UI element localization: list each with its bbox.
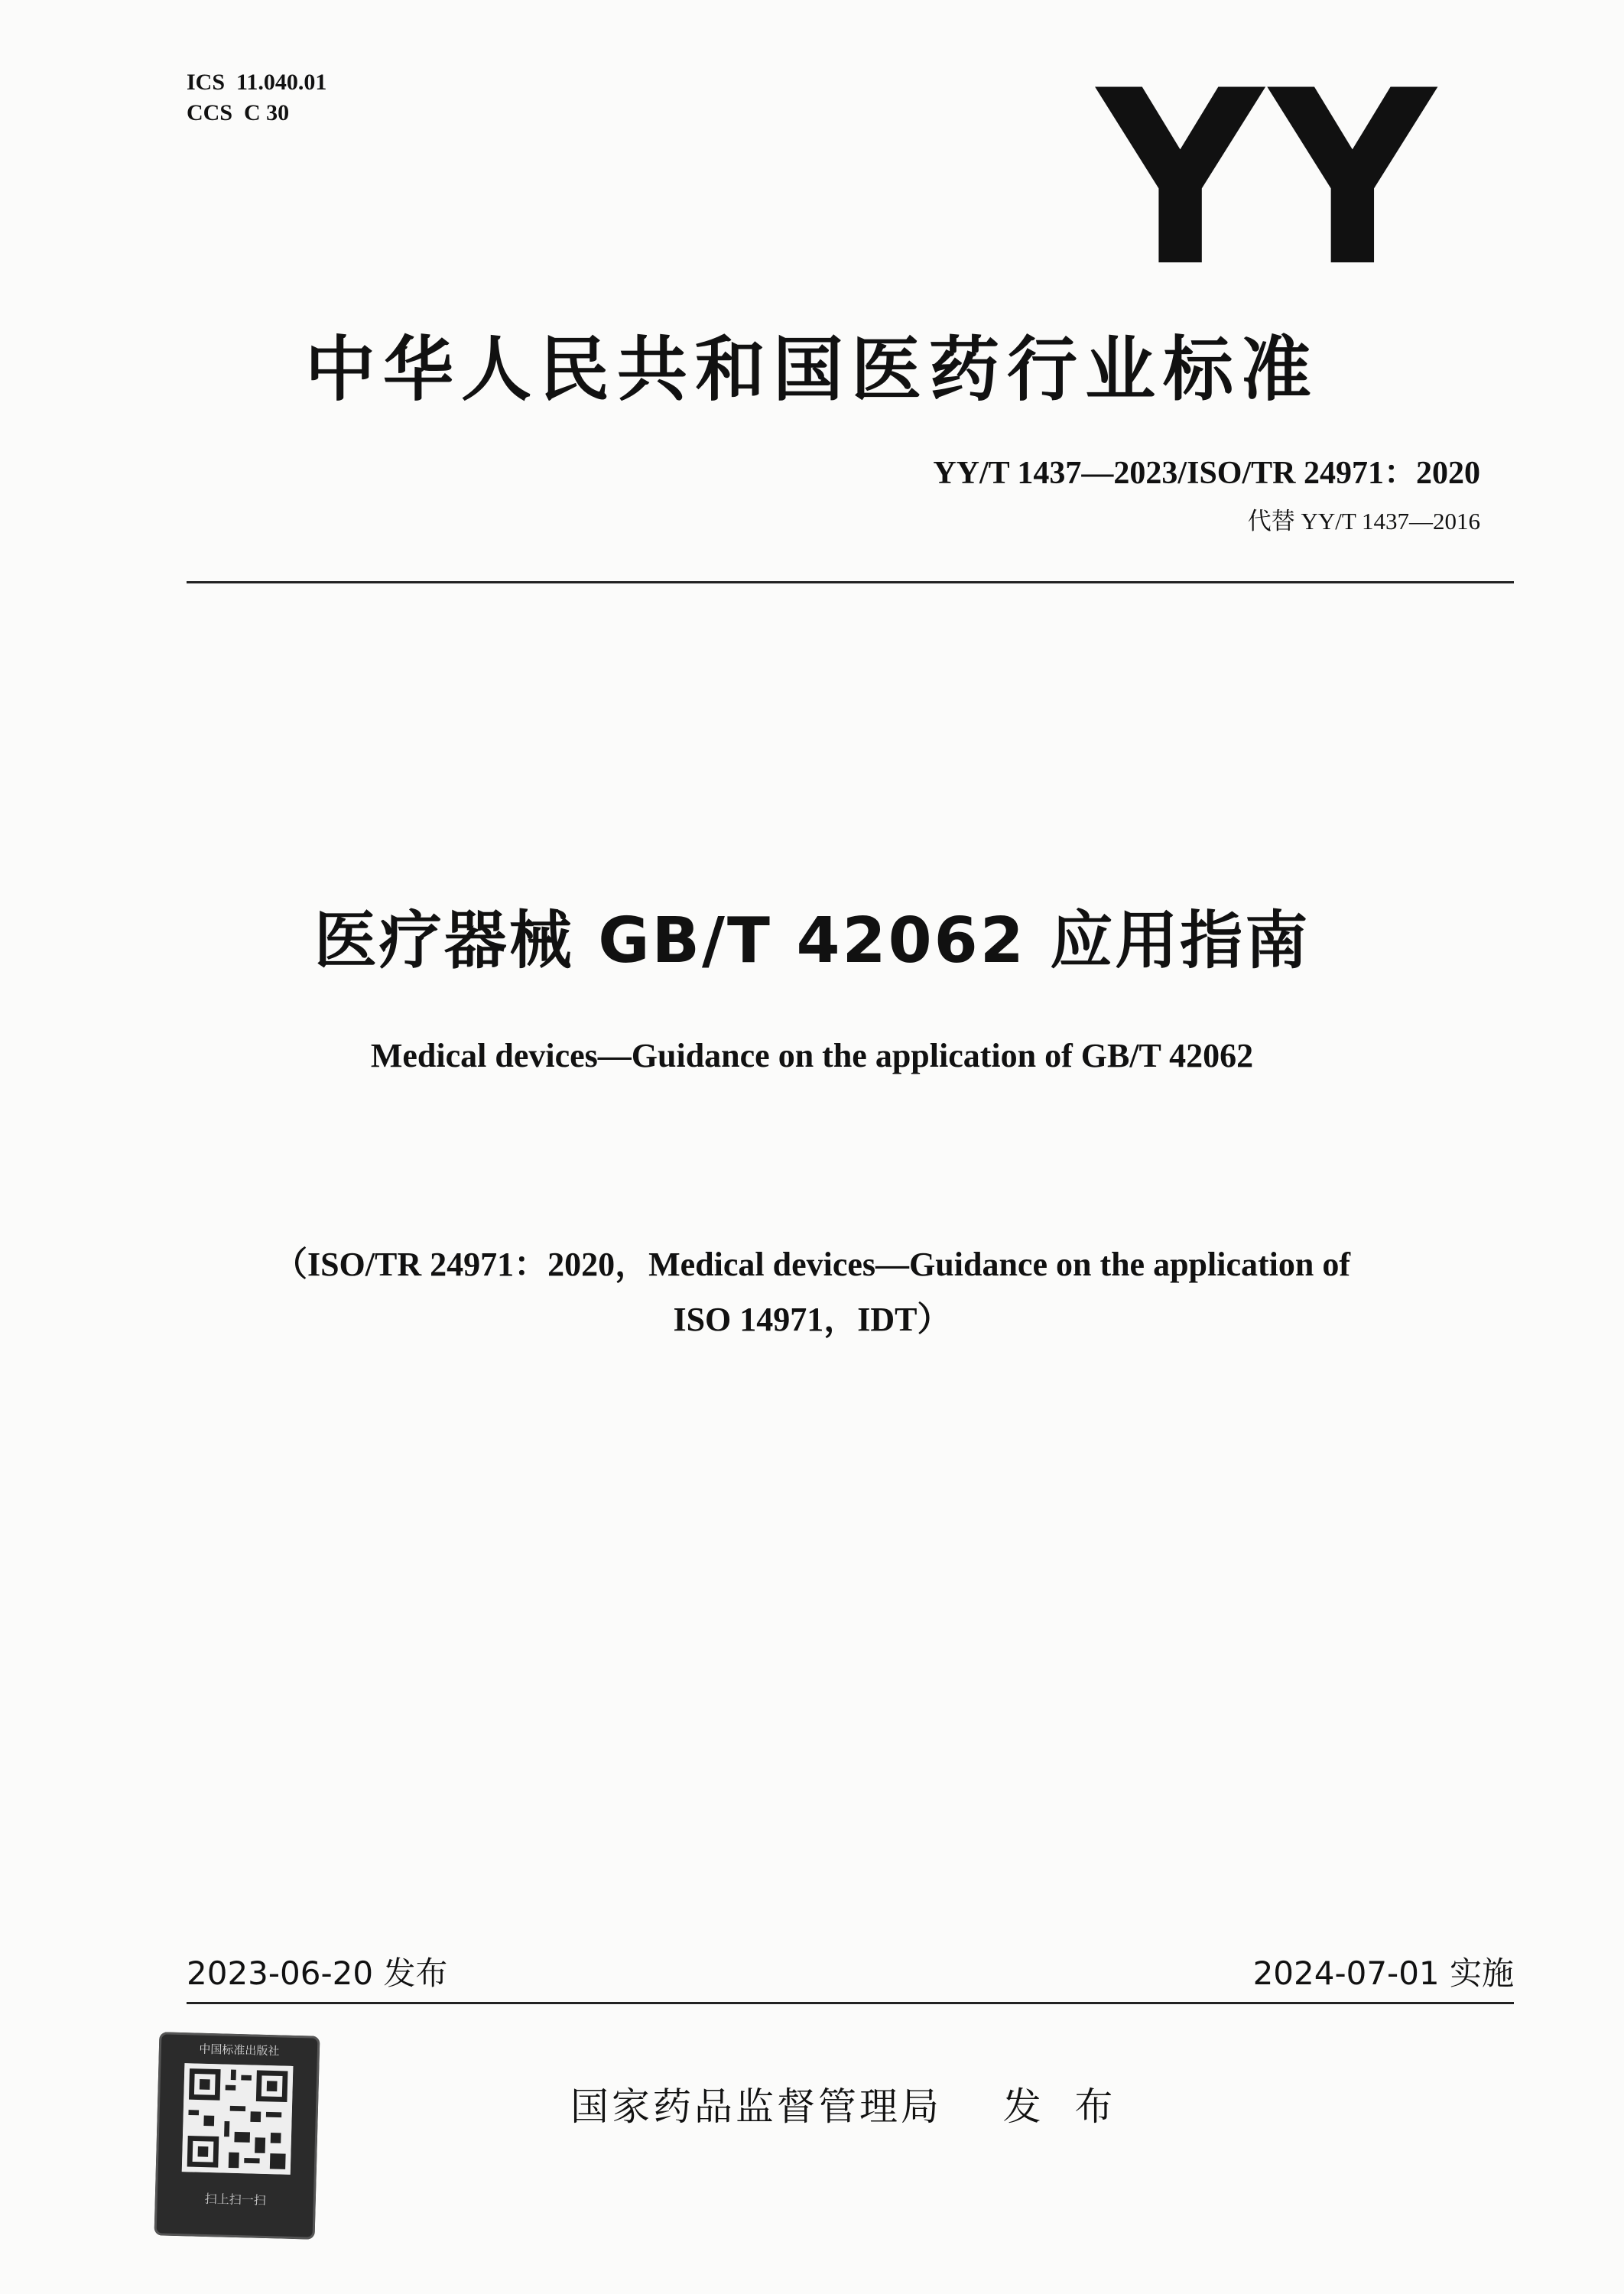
issuing-authority: 国家药品监督管理局 发 布 xyxy=(570,2084,1116,2129)
ccs-code: CCS C 30 xyxy=(187,100,290,125)
iso-reference-line1: （ISO/TR 24971：2020，Medical devices—Guidance on the application of xyxy=(273,1246,1351,1283)
yy-logo: YY xyxy=(1097,39,1442,320)
iso-reference xyxy=(245,1237,1379,1347)
standard-title: 中华人民共和国医药行业标准 xyxy=(304,329,1319,411)
effective-date: 2024-07-01 实施 xyxy=(1252,1954,1514,1992)
qr-code-icon xyxy=(182,2063,294,2175)
header-divider xyxy=(187,581,1514,583)
replaces-note: 代替 YY/T 1437—2016 xyxy=(1247,508,1480,535)
qr-sticker[interactable] xyxy=(154,2032,320,2239)
document-title-en: Medical devices—Guidance on the application of GB/T 42062 xyxy=(370,1037,1254,1074)
ics-code: ICS 11.040.01 xyxy=(187,70,327,95)
classification-codes xyxy=(187,67,326,128)
standard-number: YY/T 1437—2023/ISO/TR 24971：2020 xyxy=(933,456,1480,491)
footer-divider xyxy=(187,2002,1514,2004)
iso-reference-line2: ISO 14971，IDT） xyxy=(673,1301,951,1338)
document-title-cn: 医疗器械 GB/T 42062 应用指南 xyxy=(313,905,1311,977)
qr-sticker-publisher: 中国标准出版社 xyxy=(199,2042,280,2058)
qr-sticker-caption: 扫上扫一扫 xyxy=(204,2191,267,2208)
publish-date: 2023-06-20 发布 xyxy=(187,1954,448,1992)
